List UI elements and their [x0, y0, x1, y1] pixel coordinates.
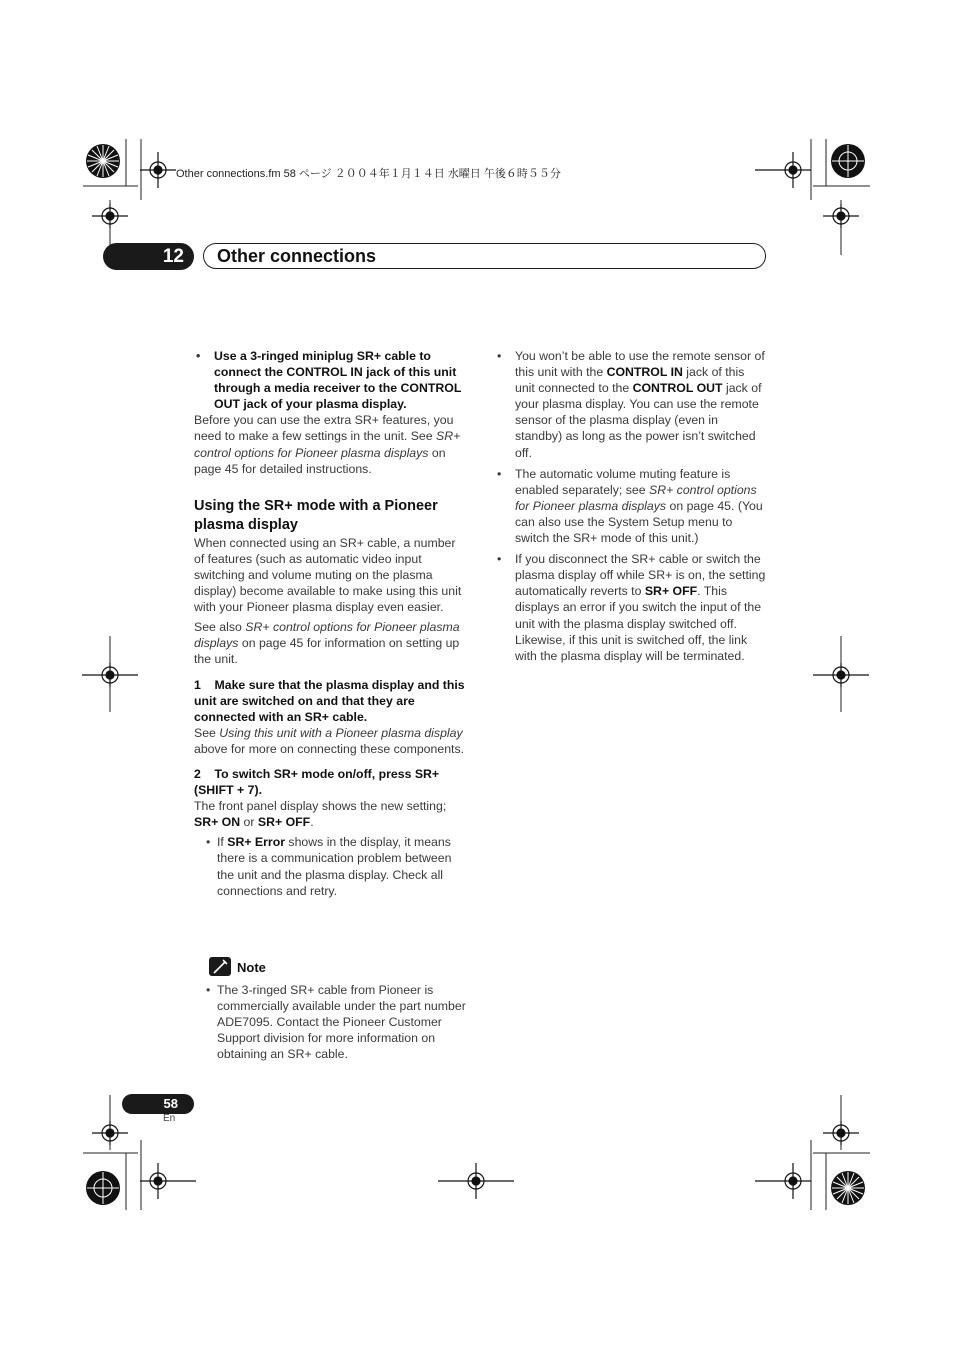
- cross-reference: SR+ control options for Pioneer plasma displays: [194, 620, 460, 651]
- paragraph: See also SR+ control options for Pioneer plasma displays on page 45 for information on setting up the unit.: [194, 620, 460, 667]
- bullet-item: • You won’t be able to use the remote sensor of this unit with the CONTROL IN jack of this unit connected to the CONTROL OUT jack of your plasma display. You can use the remote sensor of the plasma display (even in standby) as long as the power isn’t switched off.: [495, 348, 767, 461]
- step-2: 2 To switch SR+ mode on/off, press SR+ (SHIFT + 7).: [194, 766, 440, 798]
- note-pencil-icon: [209, 957, 231, 976]
- left-column: [194, 348, 469, 899]
- paragraph: See Using this unit with a Pioneer plasma display above for more on connecting these components.: [194, 725, 465, 756]
- page-number: 58: [122, 1094, 194, 1114]
- chapter-number: 12: [103, 243, 194, 270]
- paragraph: The front panel display shows the new setting; SR+ ON or SR+ OFF.: [194, 799, 447, 830]
- paragraph: When connected using an SR+ cable, a number of features (such as automatic video input switching and volume muting on the plasma display) become available to make using this unit with your Pioneer plasma display even easier.: [194, 535, 462, 615]
- cross-reference: SR+ control options for Pioneer plasma displays: [194, 429, 461, 460]
- note-body: [194, 982, 469, 1062]
- language-code: En: [163, 1113, 176, 1124]
- cross-reference: SR+ control options for Pioneer plasma displays: [515, 482, 757, 513]
- step-1: 1 Make sure that the plasma display and this unit are switched on and that they are connected with an SR+ cable.: [194, 677, 465, 724]
- bullet-instruction: • Use a 3-ringed miniplug SR+ cable to connect the CONTROL IN jack of this unit through a media receiver to the CONTROL OUT jack of your plasma display.: [194, 348, 469, 412]
- note-label: Note: [237, 960, 266, 975]
- file-info-line: Other connections.fm 58 ページ ２００４年１月１４日 水曜日 午後６時５５分: [176, 168, 561, 180]
- paragraph: Before you can use the extra SR+ features, you need to make a few settings in the unit. See SR+ control options for Pioneer plasma displays on page 45 for detailed instructions.: [194, 413, 461, 476]
- bullet-item: • If you disconnect the SR+ cable or switch the plasma display off while SR+ is on, the setting automatically reverts to SR+ OFF. This displays an error if you switch the input of the unit with the plasma display switched off. Likewise, if this unit is switched off, the link with the plasma display will be terminated.: [495, 551, 767, 664]
- section-heading: Using the SR+ mode with a Pioneer plasma display: [194, 497, 438, 533]
- bullet-item: • The automatic volume muting feature is enabled separately; see SR+ control options for Pioneer plasma displays on page 45. (You can also use the System Setup menu to switch the SR+ mode of this unit.): [495, 466, 767, 546]
- cross-reference: Using this unit with a Pioneer plasma display: [219, 725, 463, 740]
- right-column: [495, 348, 767, 664]
- chapter-title: Other connections: [217, 246, 377, 266]
- sub-bullet: • If SR+ Error shows in the display, it means there is a communication problem between the unit and the plasma display. Check all connections and retry.: [194, 834, 469, 898]
- note-bullet: • The 3-ringed SR+ cable from Pioneer is commercially available under the part number ADE7095. Contact the Pioneer Customer Support division for more information on obtaining an SR+ cable.: [194, 982, 469, 1062]
